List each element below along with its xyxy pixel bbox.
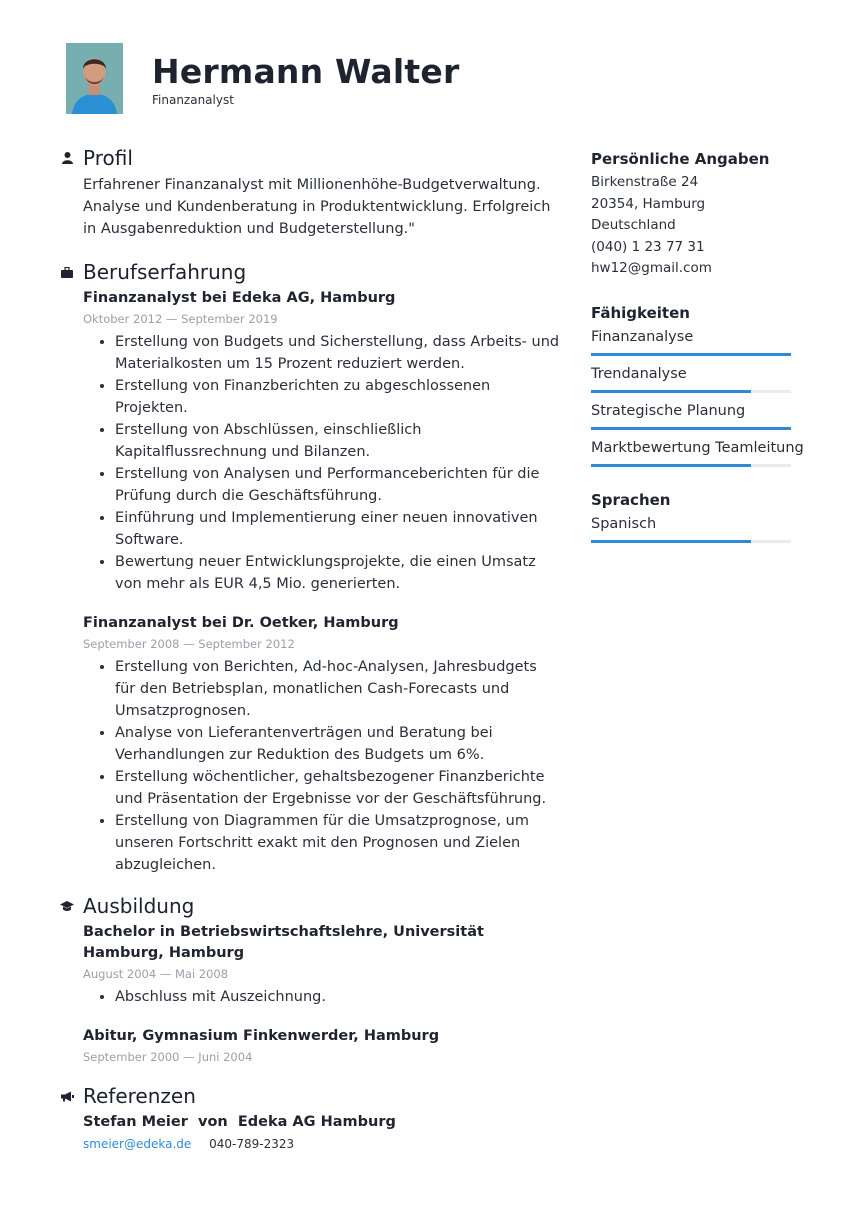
profile-heading: Profil — [83, 146, 133, 170]
education-bullets — [83, 986, 560, 1008]
job-bullets — [83, 331, 560, 595]
personal-details — [591, 148, 791, 280]
reference-contact — [83, 1135, 560, 1153]
megaphone-icon — [60, 1089, 74, 1103]
languages-heading: Sprachen — [591, 490, 671, 509]
reference-email-link[interactable]: smeier@edeka.de — [83, 1137, 192, 1151]
language-name: Spanisch — [591, 515, 657, 532]
bullet-item: • Erstellung von Diagrammen für die Umsatzprognose, um unseren Fortschritt exakt mit den Prognosen und Zielen abzugleichen. — [115, 810, 560, 876]
reference-name: Stefan Meier von Edeka AG Hamburg — [83, 1114, 396, 1130]
bullet-item: • Erstellung von Finanzberichten zu abgeschlossenen Projekten. — [115, 375, 560, 419]
skill-level-fill — [591, 427, 791, 430]
profile-section — [60, 146, 560, 240]
experience-section — [60, 260, 560, 876]
reference-phone: 040-789-2323 — [209, 1137, 295, 1151]
bullet-item: • Erstellung von Analysen und Performanceberichten für die Prüfung durch die Geschäftsführung. — [115, 463, 560, 507]
experience-heading: Berufserfahrung — [83, 260, 247, 284]
education-heading: Ausbildung — [83, 894, 195, 918]
job-entry — [83, 613, 560, 876]
job-entry — [83, 288, 560, 595]
skill-level-bar — [591, 427, 791, 430]
profile-text: Erfahrener Finanzanalyst mit Millionenhöhe-Budgetverwaltung. Analyse und Kundenberatung in Produktentwicklung. Erfolgreich in Ausgabenreduktion und Budgeterstellung." — [83, 177, 551, 237]
candidate-job-title: Finanzanalyst — [152, 93, 234, 107]
education-title: Bachelor in Betriebswirtschaftslehre, Universität Hamburg, Hamburg — [83, 924, 484, 961]
skill-name: Strategische Planung — [591, 402, 746, 419]
graduation-cap-icon — [60, 899, 74, 913]
bullet-item: • Erstellung von Abschlüssen, einschließlich Kapitalflussrechnung und Bilanzen. — [115, 419, 560, 463]
bullet-item: • Abschluss mit Auszeichnung. — [115, 986, 560, 1008]
person-icon — [60, 151, 74, 165]
languages-group — [591, 489, 791, 543]
job-title: Finanzanalyst bei Dr. Oetker, Hamburg — [83, 615, 399, 631]
address-line: Deutschland — [591, 217, 676, 233]
skills-group — [591, 302, 804, 467]
main-column — [60, 146, 560, 1167]
bullet-item: • Erstellung von Berichten, Ad-hoc-Analysen, Jahresbudgets für den Betriebsplan, monatlichen Cash-Forecasts und Umsatzprognosen. — [115, 656, 560, 722]
profile-photo — [66, 43, 123, 114]
skill-item — [591, 400, 791, 430]
language-item — [591, 513, 791, 543]
skill-level-fill — [591, 464, 751, 467]
job-date: September 2008 — September 2012 — [83, 637, 295, 651]
skill-level-bar — [591, 353, 791, 356]
education-entry — [83, 922, 560, 1008]
job-bullets — [83, 656, 560, 876]
candidate-name: Hermann Walter — [152, 52, 460, 91]
address-line: Birkenstraße 24 — [591, 174, 699, 190]
skill-level-fill — [591, 353, 791, 356]
education-entry — [83, 1026, 560, 1066]
skill-name: Trendanalyse — [591, 365, 687, 382]
references-section — [60, 1084, 560, 1153]
bullet-item: • Erstellung wöchentlicher, gehaltsbezogener Finanzberichte und Präsentation der Ergebnisse vor der Geschäftsführung. — [115, 766, 560, 810]
references-heading: Referenzen — [83, 1084, 196, 1108]
skills-heading: Fähigkeiten — [591, 303, 690, 322]
skill-item — [591, 437, 804, 467]
bullet-item: • Einführung und Implementierung einer neuen innovativen Software. — [115, 507, 560, 551]
education-title: Abitur, Gymnasium Finkenwerder, Hamburg — [83, 1028, 440, 1044]
bullet-item: • Analyse von Lieferantenverträgen und Beratung bei Verhandlungen zur Reduktion des Budgets um 6%. — [115, 722, 560, 766]
education-section — [60, 894, 560, 1066]
skill-item — [591, 363, 791, 393]
phone-line: (040) 1 23 77 31 — [591, 238, 705, 255]
bullet-item: • Bewertung neuer Entwicklungsprojekte, die einen Umsatz von mehr als EUR 4,5 Mio. generierten. — [115, 551, 560, 595]
job-date: Oktober 2012 — September 2019 — [83, 312, 278, 326]
address-line: 20354, Hamburg — [591, 195, 706, 212]
education-date: September 2000 — Juni 2004 — [83, 1050, 253, 1064]
skill-name: Finanzanalyse — [591, 328, 694, 345]
bullet-item: • Erstellung von Budgets und Sicherstellung, dass Arbeits- und Materialkosten um 15 Prozent reduziert werden. — [115, 331, 560, 375]
email-link[interactable]: hw12@gmail.com — [591, 260, 712, 276]
education-date: August 2004 — Mai 2008 — [83, 967, 229, 981]
language-level-fill — [591, 540, 751, 543]
personal-heading: Persönliche Angaben — [591, 150, 770, 168]
skill-level-fill — [591, 390, 751, 393]
language-level-bar — [591, 540, 791, 543]
sidebar — [591, 148, 804, 565]
job-title: Finanzanalyst bei Edeka AG, Hamburg — [83, 290, 396, 306]
skill-level-bar — [591, 464, 791, 467]
skill-name: Marktbewertung Teamleitung — [591, 439, 804, 456]
skill-level-bar — [591, 390, 791, 393]
briefcase-icon — [60, 265, 74, 279]
skill-item — [591, 326, 791, 356]
